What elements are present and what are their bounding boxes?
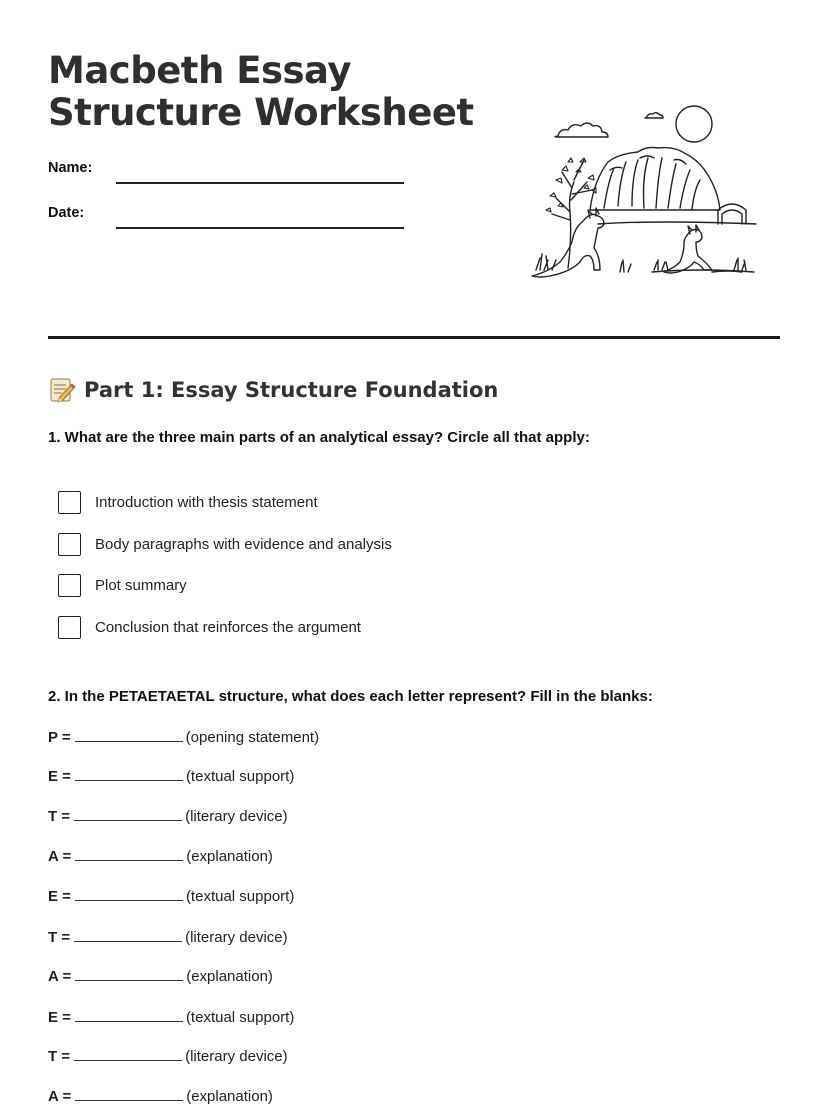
worksheet-title: Macbeth Essay Structure Worksheet bbox=[48, 49, 474, 134]
blank-hint: (literary device) bbox=[185, 1048, 288, 1065]
blank-hint: (explanation) bbox=[186, 968, 273, 985]
q1-option-3[interactable] bbox=[58, 573, 478, 597]
option-label: Conclusion that reinforces the argument bbox=[95, 618, 361, 636]
checkbox[interactable] bbox=[58, 491, 81, 514]
blank-line[interactable] bbox=[75, 730, 183, 742]
part1-heading-text: Part 1: Essay Structure Foundation bbox=[84, 378, 499, 402]
blank-line[interactable] bbox=[75, 849, 183, 861]
blank-hint: (literary device) bbox=[185, 808, 288, 825]
option-label: Introduction with thesis statement bbox=[95, 493, 318, 511]
option-label: Body paragraphs with evidence and analysis bbox=[95, 535, 392, 553]
date-field[interactable] bbox=[48, 205, 408, 229]
blank-letter: E = bbox=[48, 1009, 71, 1026]
outback-landscape-icon bbox=[528, 100, 758, 285]
blank-line[interactable] bbox=[75, 969, 183, 981]
section-divider bbox=[48, 336, 780, 339]
blank-hint: (literary device) bbox=[185, 929, 288, 946]
blank-hint: (explanation) bbox=[186, 1088, 273, 1105]
blank-row[interactable] bbox=[48, 729, 319, 746]
blank-hint: (textual support) bbox=[185, 768, 295, 785]
blank-hint: (textual support) bbox=[185, 888, 295, 905]
blank-row[interactable] bbox=[48, 848, 273, 865]
blank-row[interactable] bbox=[48, 1009, 294, 1026]
blank-line[interactable] bbox=[75, 769, 183, 781]
blank-letter: E = bbox=[48, 768, 71, 785]
option-label: Plot summary bbox=[95, 576, 187, 594]
blank-line[interactable] bbox=[75, 1010, 183, 1022]
blank-hint: (textual support) bbox=[185, 1009, 295, 1026]
date-label: Date: bbox=[48, 205, 85, 221]
blank-letter: P = bbox=[48, 729, 71, 746]
blank-letter: A = bbox=[48, 848, 72, 865]
checkbox[interactable] bbox=[58, 574, 81, 597]
blank-hint: (opening statement) bbox=[185, 729, 320, 746]
blank-line[interactable] bbox=[75, 1089, 183, 1101]
checkbox[interactable] bbox=[58, 533, 81, 556]
blank-row[interactable] bbox=[48, 888, 294, 905]
q1-option-4[interactable] bbox=[58, 615, 478, 639]
blank-letter: T = bbox=[48, 1048, 71, 1065]
blank-letter: T = bbox=[48, 929, 71, 946]
question-1: 1. What are the three main parts of an analytical essay? Circle all that apply: bbox=[48, 429, 590, 446]
blank-row[interactable] bbox=[48, 1088, 273, 1105]
blank-row[interactable] bbox=[48, 808, 288, 825]
blank-line[interactable] bbox=[74, 930, 182, 942]
name-line[interactable] bbox=[116, 182, 404, 184]
blank-letter: T = bbox=[48, 808, 71, 825]
blank-line[interactable] bbox=[74, 1049, 182, 1061]
q1-option-1[interactable] bbox=[58, 490, 478, 514]
blank-line[interactable] bbox=[74, 809, 182, 821]
blank-letter: E = bbox=[48, 888, 71, 905]
q1-option-2[interactable] bbox=[58, 532, 478, 556]
checkbox[interactable] bbox=[58, 616, 81, 639]
name-label: Name: bbox=[48, 160, 93, 176]
part1-heading bbox=[48, 374, 498, 406]
blank-letter: A = bbox=[48, 1088, 72, 1105]
memo-icon bbox=[48, 376, 76, 404]
blank-row[interactable] bbox=[48, 768, 294, 785]
blank-row[interactable] bbox=[48, 968, 273, 985]
blank-hint: (explanation) bbox=[186, 848, 273, 865]
question-2: 2. In the PETAETAETAL structure, what does each letter represent? Fill in the blanks: bbox=[48, 688, 653, 705]
blank-letter: A = bbox=[48, 968, 72, 985]
blank-row[interactable] bbox=[48, 929, 288, 946]
blank-line[interactable] bbox=[75, 889, 183, 901]
blank-row[interactable] bbox=[48, 1048, 288, 1065]
name-field[interactable] bbox=[48, 160, 408, 184]
date-line[interactable] bbox=[116, 227, 404, 229]
